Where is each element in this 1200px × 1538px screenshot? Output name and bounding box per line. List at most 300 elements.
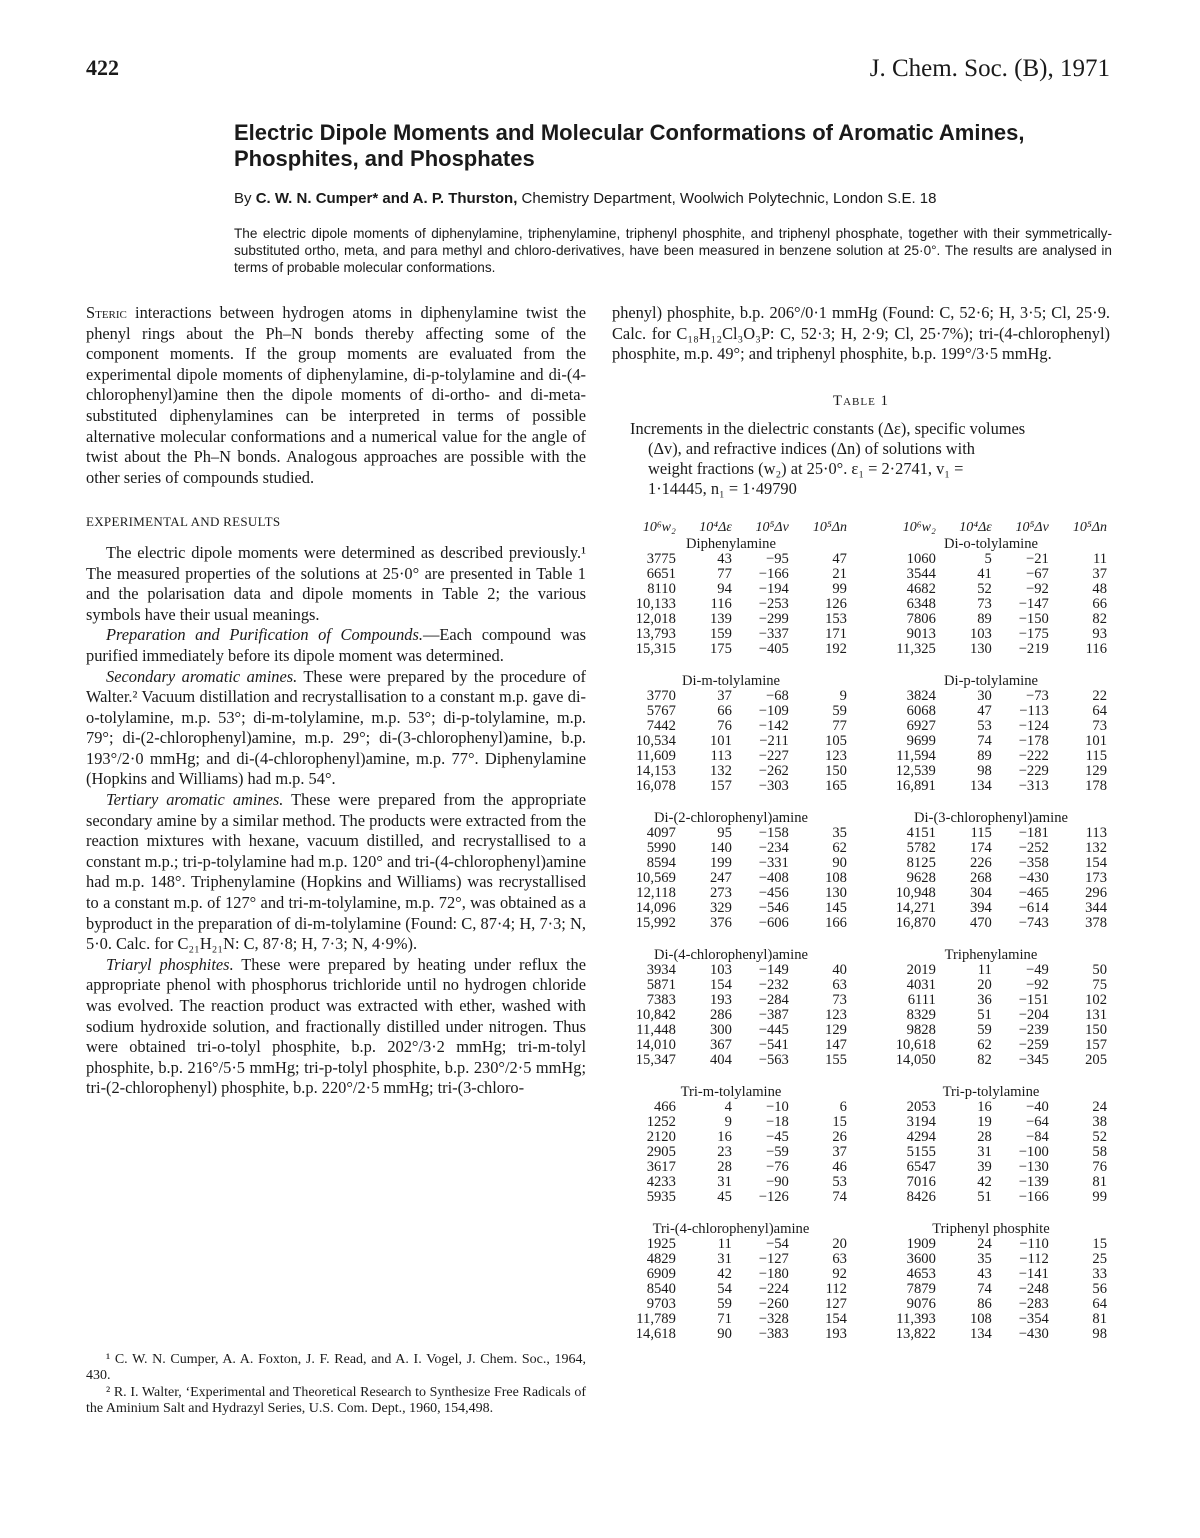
table-cell: −313 — [1018, 778, 1049, 794]
table-cell: −175 — [1018, 626, 1049, 642]
table-cell: 9076 — [906, 1296, 936, 1312]
table-cell: 48 — [1092, 581, 1107, 597]
byline — [234, 190, 1114, 207]
compound-name: Di-m-tolylamine — [681, 673, 781, 689]
table-cell: 15,315 — [635, 641, 676, 657]
table-cell: 11,789 — [636, 1311, 676, 1327]
table-cell: 9628 — [906, 870, 936, 886]
table-cell: 4 — [724, 1099, 732, 1115]
table-cell: 24 — [1092, 1099, 1107, 1115]
table-cell: 6909 — [646, 1266, 676, 1282]
column-gap — [850, 901, 872, 916]
table-cell: 81 — [1092, 1311, 1107, 1327]
table-cell: 16,870 — [895, 915, 936, 931]
table-cell: −456 — [758, 885, 789, 901]
table-cell: 8540 — [646, 1281, 676, 1297]
table-row — [612, 856, 1110, 871]
table-cell: 9703 — [646, 1296, 676, 1312]
table-cell: 2053 — [906, 1099, 936, 1115]
table-cell: 38 — [1092, 1114, 1107, 1130]
right-column — [612, 303, 1110, 499]
table-cell: −142 — [758, 718, 789, 734]
table-cell: 132 — [709, 763, 732, 779]
table-cell: −303 — [758, 778, 789, 794]
table-row — [612, 627, 1110, 642]
footnotes — [86, 1352, 586, 1418]
table-cell: 3770 — [646, 688, 676, 704]
table-cell: 134 — [969, 1326, 992, 1342]
table-row — [612, 1115, 1110, 1130]
table-cell: −76 — [766, 1159, 789, 1175]
table-cell: 11,594 — [896, 748, 936, 764]
table-cell: 81 — [1092, 1174, 1107, 1190]
table-cell: 113 — [1085, 825, 1107, 841]
preparation-text: —Each compound was purified immediately before its dipole moment was determined. — [86, 625, 586, 665]
table-cell: 296 — [1085, 885, 1107, 901]
table-cell: 4653 — [906, 1266, 936, 1282]
table-cell: 150 — [1085, 1022, 1107, 1038]
table-cell: 178 — [1085, 778, 1107, 794]
table-cell: 6651 — [646, 566, 676, 582]
column-gap — [850, 810, 872, 826]
column-gap — [850, 826, 872, 841]
compound-header-row — [612, 947, 1110, 963]
paragraph-preparation — [86, 625, 586, 666]
block-spacer — [612, 1205, 1110, 1221]
table-cell: 95 — [717, 825, 732, 841]
table-cell: 115 — [970, 825, 992, 841]
intro-text: interactions between hydrogen atoms in diphenylamine twist the phenyl rings about the Ph–N bonds thereby affecting some of the component moments. If the group moments are evaluated from the experimental dipole moments of diphenylamine, di-p-tolylamine and di-(4-chlorophenyl)amine then the dipole moments of di-ortho- and di-meta-substituted diphenylamines can be interpreted in terms of possible alternative molecular conformations and a numerical value for the angle of twist about the Ph–N bonds. Analogous approaches are possible with the other series of compounds studied. — [86, 303, 586, 487]
table-cell: −259 — [1018, 1037, 1049, 1053]
table-row — [612, 689, 1110, 704]
table-cell: 59 — [977, 1022, 992, 1038]
column-gap — [850, 1130, 872, 1145]
table-cell: 9013 — [906, 626, 936, 642]
table-cell: −541 — [758, 1037, 789, 1053]
column-gap — [850, 1115, 872, 1130]
table-cell: 10,133 — [635, 596, 676, 612]
table-cell: 193 — [709, 992, 732, 1008]
table-cell: 58 — [1092, 1144, 1107, 1160]
table-cell: 73 — [977, 596, 992, 612]
preparation-heading: Preparation and Purification of Compounds. — [106, 625, 423, 645]
column-header: 10⁵Δv — [1015, 520, 1049, 535]
table-cell: −68 — [766, 688, 789, 704]
table-cell: 42 — [717, 1266, 732, 1282]
column-header-row — [612, 520, 1110, 536]
column-gap — [850, 886, 872, 901]
table-cell: 16 — [977, 1099, 992, 1115]
table-cell: 153 — [825, 611, 847, 627]
table-cell: 23 — [717, 1144, 732, 1160]
table-row — [612, 1053, 1110, 1068]
table-cell: 4097 — [646, 825, 676, 841]
table-cell: 22 — [1092, 688, 1107, 704]
table-cell: 131 — [1085, 1007, 1107, 1023]
column-header: 10⁵Δn — [1072, 520, 1107, 535]
tertiary-amines-heading: Tertiary aromatic amines. — [106, 790, 284, 810]
table-cell: 8329 — [906, 1007, 936, 1023]
authors: C. W. N. Cumper* and A. P. Thurston, — [255, 190, 518, 207]
compound-name: Tri-m-tolylamine — [680, 1084, 782, 1100]
secondary-amines-text: These were prepared by the procedure of Walter.² Vacuum distillation and recrystallisation to a constant m.p. gave di-o-tolylamine, m.p. 53°; di-m-tolylamine, m.p. 53°; di-p-tolylamine, m.p. 79°; di-(2-chlorophenyl)amine, m.p. 29°; di-(3-chlorophenyl)amine, b.p. 193°/2·0 mmHg; and di-(4-chlorophenyl)amine, m.p. 77°. Diphenylamine (Hopkins and Williams) had m.p. 54°. — [86, 666, 586, 789]
table-cell: 8594 — [646, 855, 676, 871]
table-cell: 40 — [832, 962, 847, 978]
table-cell: 21 — [832, 566, 847, 582]
table-row — [612, 552, 1110, 567]
table-row — [612, 1038, 1110, 1053]
column-gap — [850, 947, 872, 963]
table-cell: −337 — [758, 626, 789, 642]
column-gap — [850, 871, 872, 886]
table-row — [612, 1130, 1110, 1145]
table-cell: 13,822 — [895, 1326, 936, 1342]
table-cell: 10,569 — [635, 870, 676, 886]
table-cell: 14,050 — [895, 1052, 936, 1068]
table-cell: −383 — [758, 1326, 789, 1342]
block-spacer — [612, 794, 1110, 810]
column-header: 10⁵Δn — [812, 520, 847, 535]
table-cell: −405 — [758, 641, 789, 657]
table-cell: 31 — [977, 1144, 992, 1160]
table-cell: 11 — [717, 1236, 732, 1252]
table-cell: −109 — [758, 703, 789, 719]
table-row — [612, 1145, 1110, 1160]
table-cell: 268 — [969, 870, 992, 886]
table-row — [612, 1237, 1110, 1252]
table-cell: 165 — [825, 778, 847, 794]
table-cell: 71 — [717, 1311, 732, 1327]
table-cell: −110 — [1019, 1236, 1049, 1252]
table-cell: 10,842 — [635, 1007, 676, 1023]
table-cell: 3934 — [646, 962, 676, 978]
table-caption — [612, 419, 1110, 499]
compound-name: Di-(2-chlorophenyl)amine — [653, 810, 808, 826]
table-title: Table 1 — [832, 392, 890, 409]
table-cell: 103 — [709, 962, 732, 978]
table-cell: 41 — [977, 566, 992, 582]
table-cell: 39 — [977, 1159, 992, 1175]
table-cell: 15,347 — [635, 1052, 676, 1068]
paragraph-tertiary-amines — [86, 790, 586, 955]
table-cell: −234 — [758, 840, 789, 856]
table-cell: 62 — [977, 1037, 992, 1053]
table-cell: 4294 — [906, 1129, 936, 1145]
table-cell: −430 — [1018, 870, 1049, 886]
table-cell: −224 — [758, 1281, 789, 1297]
footnote-2: ² R. I. Walter, ‘Experimental and Theoretical Research to Synthesize Free Radicals of the Aminium Salt and Hydrazyl Series, U.S. Com. Dept., 1960, 154,498. — [86, 1385, 586, 1416]
table-cell: 2019 — [906, 962, 936, 978]
table-cell: 116 — [1085, 641, 1107, 657]
table-cell: 76 — [1092, 1159, 1107, 1175]
table-cell: 14,271 — [895, 900, 936, 916]
table-row — [612, 871, 1110, 886]
table-cell: 89 — [977, 611, 992, 627]
table-cell: 19 — [977, 1114, 992, 1130]
column-gap — [850, 642, 872, 657]
table-cell: −222 — [1018, 748, 1049, 764]
secondary-amines-heading: Secondary aromatic amines. — [106, 666, 298, 686]
table-cell: 300 — [709, 1022, 732, 1038]
table-cell: 157 — [709, 778, 732, 794]
table-cell: 59 — [832, 703, 847, 719]
table-cell: 90 — [717, 1326, 732, 1342]
table-cell: 226 — [969, 855, 992, 871]
affiliation: Chemistry Department, Woolwich Polytechnic, London S.E. 18 — [521, 190, 937, 207]
table-cell: 99 — [832, 581, 847, 597]
table-cell: 98 — [1092, 1326, 1107, 1342]
table-cell: 51 — [977, 1007, 992, 1023]
block-spacer — [612, 657, 1110, 673]
table-cell: −445 — [758, 1022, 789, 1038]
table-cell: 7016 — [906, 1174, 936, 1190]
table-cell: 6 — [839, 1099, 847, 1115]
table-cell: −45 — [766, 1129, 789, 1145]
compound-header-row — [612, 673, 1110, 689]
column-gap — [850, 1190, 872, 1205]
table-cell: 376 — [709, 915, 732, 931]
table-cell: 31 — [717, 1251, 732, 1267]
table-cell: 93 — [1092, 626, 1107, 642]
table-cell: −10 — [766, 1099, 789, 1115]
column-gap — [850, 1252, 872, 1267]
table-cell: −465 — [1018, 885, 1049, 901]
table-cell: 36 — [977, 992, 992, 1008]
table-cell: −283 — [1018, 1296, 1049, 1312]
table-cell: 43 — [717, 551, 732, 567]
table-row — [612, 901, 1110, 916]
table-cell: −219 — [1018, 641, 1049, 657]
table-cell: 102 — [1085, 992, 1107, 1008]
table-cell: 157 — [1085, 1037, 1107, 1053]
table-cell: 105 — [825, 733, 847, 749]
table-cell: 378 — [1085, 915, 1107, 931]
table-row — [612, 1312, 1110, 1327]
table-cell: 6068 — [906, 703, 936, 719]
table-cell: −743 — [1018, 915, 1049, 931]
table-cell: 11 — [977, 962, 992, 978]
table-cell: 1252 — [646, 1114, 676, 1130]
table-cell: 5935 — [646, 1189, 676, 1205]
column-gap — [850, 1100, 872, 1115]
table-row — [612, 567, 1110, 582]
table-cell: 37 — [717, 688, 732, 704]
table-cell: 175 — [709, 641, 732, 657]
table-row — [612, 764, 1110, 779]
table-cell: 367 — [709, 1037, 732, 1053]
table-cell: 8426 — [906, 1189, 936, 1205]
table-cell: −150 — [1018, 611, 1049, 627]
column-header: 10⁵Δv — [755, 520, 789, 535]
table-cell: −40 — [1025, 1099, 1049, 1115]
table-cell: 9828 — [906, 1022, 936, 1038]
table-cell: 1909 — [906, 1236, 936, 1252]
table-cell: 28 — [717, 1159, 732, 1175]
table-row — [612, 582, 1110, 597]
table-cell: 82 — [977, 1052, 992, 1068]
table-cell: 129 — [825, 1022, 847, 1038]
column-gap — [850, 993, 872, 1008]
table-cell: 10,948 — [895, 885, 936, 901]
column-gap — [850, 963, 872, 978]
table-cell: 16,078 — [635, 778, 676, 794]
table-cell: 26 — [832, 1129, 847, 1145]
table-cell: −67 — [1025, 566, 1049, 582]
table-cell: 74 — [977, 733, 992, 749]
table-cell: −21 — [1025, 551, 1049, 567]
column-gap — [850, 612, 872, 627]
table-cell: 101 — [1085, 733, 1107, 749]
table-cell: 66 — [1092, 596, 1107, 612]
column-gap — [850, 627, 872, 642]
table-cell: 13,793 — [635, 626, 676, 642]
table-cell: 154 — [825, 1311, 847, 1327]
table-cell: −49 — [1025, 962, 1049, 978]
table-cell: −546 — [758, 900, 789, 916]
table-cell: 15 — [832, 1114, 847, 1130]
table-cell: 92 — [832, 1266, 847, 1282]
table-cell: 47 — [977, 703, 992, 719]
table-cell: 14,153 — [635, 763, 676, 779]
table-cell: 14,010 — [635, 1037, 676, 1053]
table-cell: −112 — [1019, 1251, 1049, 1267]
table-cell: 166 — [825, 915, 847, 931]
phosphites-heading: Triaryl phosphites. — [106, 954, 234, 974]
table-cell: 15,992 — [635, 915, 676, 931]
table-cell: 127 — [825, 1296, 847, 1312]
table-row — [612, 1008, 1110, 1023]
table-cell: 466 — [654, 1099, 676, 1115]
table-cell: 11,448 — [636, 1022, 676, 1038]
table-cell: −358 — [1018, 855, 1049, 871]
intro-smallcaps: Steric — [86, 303, 127, 322]
table-cell: 112 — [825, 1281, 847, 1297]
table-cell: −260 — [758, 1296, 789, 1312]
table-cell: −18 — [766, 1114, 789, 1130]
table-row — [612, 1023, 1110, 1038]
table-cell: 6111 — [907, 992, 936, 1008]
block-spacer — [612, 1068, 1110, 1084]
table-cell: 115 — [1085, 748, 1107, 764]
table-cell: −387 — [758, 1007, 789, 1023]
caption-line: Increments in the dielectric constants (Δε), specific volumes — [630, 419, 1026, 439]
table-cell: 14,618 — [635, 1326, 676, 1342]
column-header: 10⁶w₂ — [642, 520, 676, 535]
compound-name: Triphenyl phosphite — [932, 1221, 1050, 1237]
table-cell: −59 — [766, 1144, 789, 1160]
table-cell: 31 — [717, 1174, 732, 1190]
table-cell: −166 — [758, 566, 789, 582]
table-cell: 344 — [1085, 900, 1107, 916]
table-cell: 11,609 — [636, 748, 676, 764]
table-cell: −100 — [1018, 1144, 1049, 1160]
table-cell: 7879 — [906, 1281, 936, 1297]
table-cell: 74 — [977, 1281, 992, 1297]
table-cell: 25 — [1092, 1251, 1107, 1267]
column-gap — [850, 597, 872, 612]
table-cell: −248 — [1018, 1281, 1049, 1297]
table-cell: 47 — [832, 551, 847, 567]
table-cell: 130 — [825, 885, 847, 901]
column-gap — [850, 1297, 872, 1312]
table-cell: 28 — [977, 1129, 992, 1145]
table-row — [612, 916, 1110, 931]
table-cell: 129 — [1085, 763, 1107, 779]
table-cell: 94 — [717, 581, 732, 597]
table-cell: 123 — [825, 748, 847, 764]
column-header: 10⁶w₂ — [902, 520, 936, 535]
spacer-cell — [612, 931, 1110, 947]
table-cell: 8110 — [647, 581, 676, 597]
table-cell: 145 — [825, 900, 847, 916]
table-cell: 12,539 — [895, 763, 936, 779]
table-cell: 108 — [825, 870, 847, 886]
table-cell: 173 — [1085, 870, 1107, 886]
column-gap — [850, 779, 872, 794]
column-gap — [850, 1327, 872, 1342]
table-cell: −158 — [758, 825, 789, 841]
column-gap — [850, 1008, 872, 1023]
table-cell: 51 — [977, 1189, 992, 1205]
section-heading: EXPERIMENTAL AND RESULTS — [86, 514, 281, 530]
table-cell: 33 — [1092, 1266, 1107, 1282]
table-cell: −408 — [758, 870, 789, 886]
table-cell: 6927 — [906, 718, 936, 734]
table-cell: 30 — [977, 688, 992, 704]
table-cell: 193 — [825, 1326, 847, 1342]
table-cell: 4682 — [906, 581, 936, 597]
table-cell: 394 — [969, 900, 992, 916]
caption-line: (Δv), and refractive indices (Δn) of solutions with — [648, 439, 975, 459]
compound-name: Triphenylamine — [944, 947, 1038, 963]
table-cell: 5871 — [646, 977, 676, 993]
table-cell: −95 — [766, 551, 789, 567]
table-cell: 108 — [969, 1311, 992, 1327]
table-cell: −252 — [1018, 840, 1049, 856]
table-cell: 77 — [832, 718, 847, 734]
table-cell: 42 — [977, 1174, 992, 1190]
compound-name: Tri-p-tolylamine — [942, 1084, 1040, 1100]
compound-header-row — [612, 536, 1110, 552]
table-cell: 90 — [832, 855, 847, 871]
column-gap — [850, 1221, 872, 1237]
table-cell: 37 — [832, 1144, 847, 1160]
table-cell: 43 — [977, 1266, 992, 1282]
table-cell: −345 — [1018, 1052, 1049, 1068]
column-gap — [850, 764, 872, 779]
table-cell: −227 — [758, 748, 789, 764]
table-cell: −204 — [1018, 1007, 1049, 1023]
table-cell: −139 — [1018, 1174, 1049, 1190]
table-cell: −178 — [1018, 733, 1049, 749]
table-cell: −151 — [1018, 992, 1049, 1008]
column-gap — [850, 673, 872, 689]
table-cell: 5767 — [646, 703, 676, 719]
table-cell: 98 — [977, 763, 992, 779]
column-gap — [850, 856, 872, 871]
column-gap — [850, 1237, 872, 1252]
column-gap — [850, 689, 872, 704]
table-cell: 103 — [969, 626, 992, 642]
table-cell: 77 — [717, 566, 732, 582]
table-cell: 76 — [717, 718, 732, 734]
table-row — [612, 719, 1110, 734]
table-cell: 5782 — [906, 840, 936, 856]
continuation-paragraph: phenyl) phosphite, b.p. 206°/0·1 mmHg (Found: C, 52·6; H, 3·5; Cl, 25·9. Calc. for C₁₈H₁₂Cl₃O₃P: C, 52·3; H, 2·9; Cl, 25·7%); tri-(4-chlorophenyl) phosphite, m.p. 49°; and triphenyl phosphite, b.p. 199°/3·5 mmHg. — [612, 303, 1110, 364]
column-gap — [850, 582, 872, 597]
column-gap — [850, 1145, 872, 1160]
byline-prefix: By — [234, 190, 252, 207]
